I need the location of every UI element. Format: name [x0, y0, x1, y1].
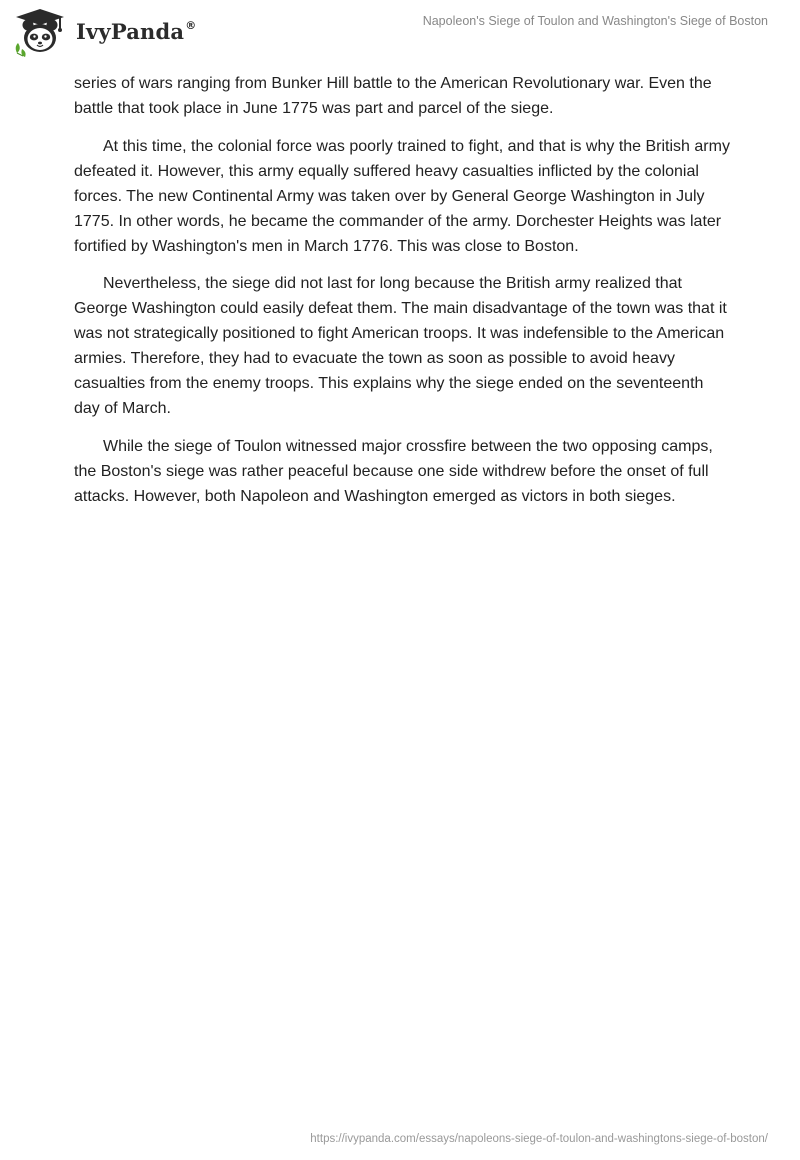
source-url[interactable]: https://ivypanda.com/essays/napoleons-siege-of-toulon-and-washingtons-siege-of-boston/ — [310, 1133, 768, 1145]
paragraph: Nevertheless, the siege did not last for long because the British army realized that George Washington could easily defeat them. The main disadvantage of the town was that it was not strategically positioned to fight American troops. It was indefensible to the American armies. Therefore, they had to evacuate the town as soon as possible to avoid heavy casualties from the enemy troops. This explains why the siege ended on the seventeenth day of March. — [74, 275, 727, 417]
paragraph: series of wars ranging from Bunker Hill battle to the American Revolutionary war. Even the battle that took place in June 1775 was part and parcel of the siege. — [74, 75, 712, 117]
paragraph: While the siege of Toulon witnessed major crossfire between the two opposing camps, the Boston's siege was rather peaceful because one side withdrew before the onset of full attacks. However, both Napoleon and Washington emerged as victors in both sieges. — [74, 437, 713, 505]
essay-body — [74, 71, 730, 521]
page-header — [0, 0, 800, 70]
brand-name: IvyPanda® — [76, 19, 197, 44]
panda-graduation-cap-icon — [14, 9, 70, 57]
paragraph: At this time, the colonial force was poorly trained to fight, and that is why the British army defeated it. However, this army equally suffered heavy casualties inflicted by the colonial forces. The new Continental Army was taken over by General George Washington in July 1775. In other words, he became the commander of the army. Dorchester Heights was later fortified by Washington's men in March 1776. This was close to Boston. — [74, 137, 730, 255]
registered-mark: ® — [185, 19, 197, 32]
ivypanda-logo[interactable] — [14, 9, 214, 59]
document-title: Napoleon's Siege of Toulon and Washington's Siege of Boston — [422, 14, 768, 28]
